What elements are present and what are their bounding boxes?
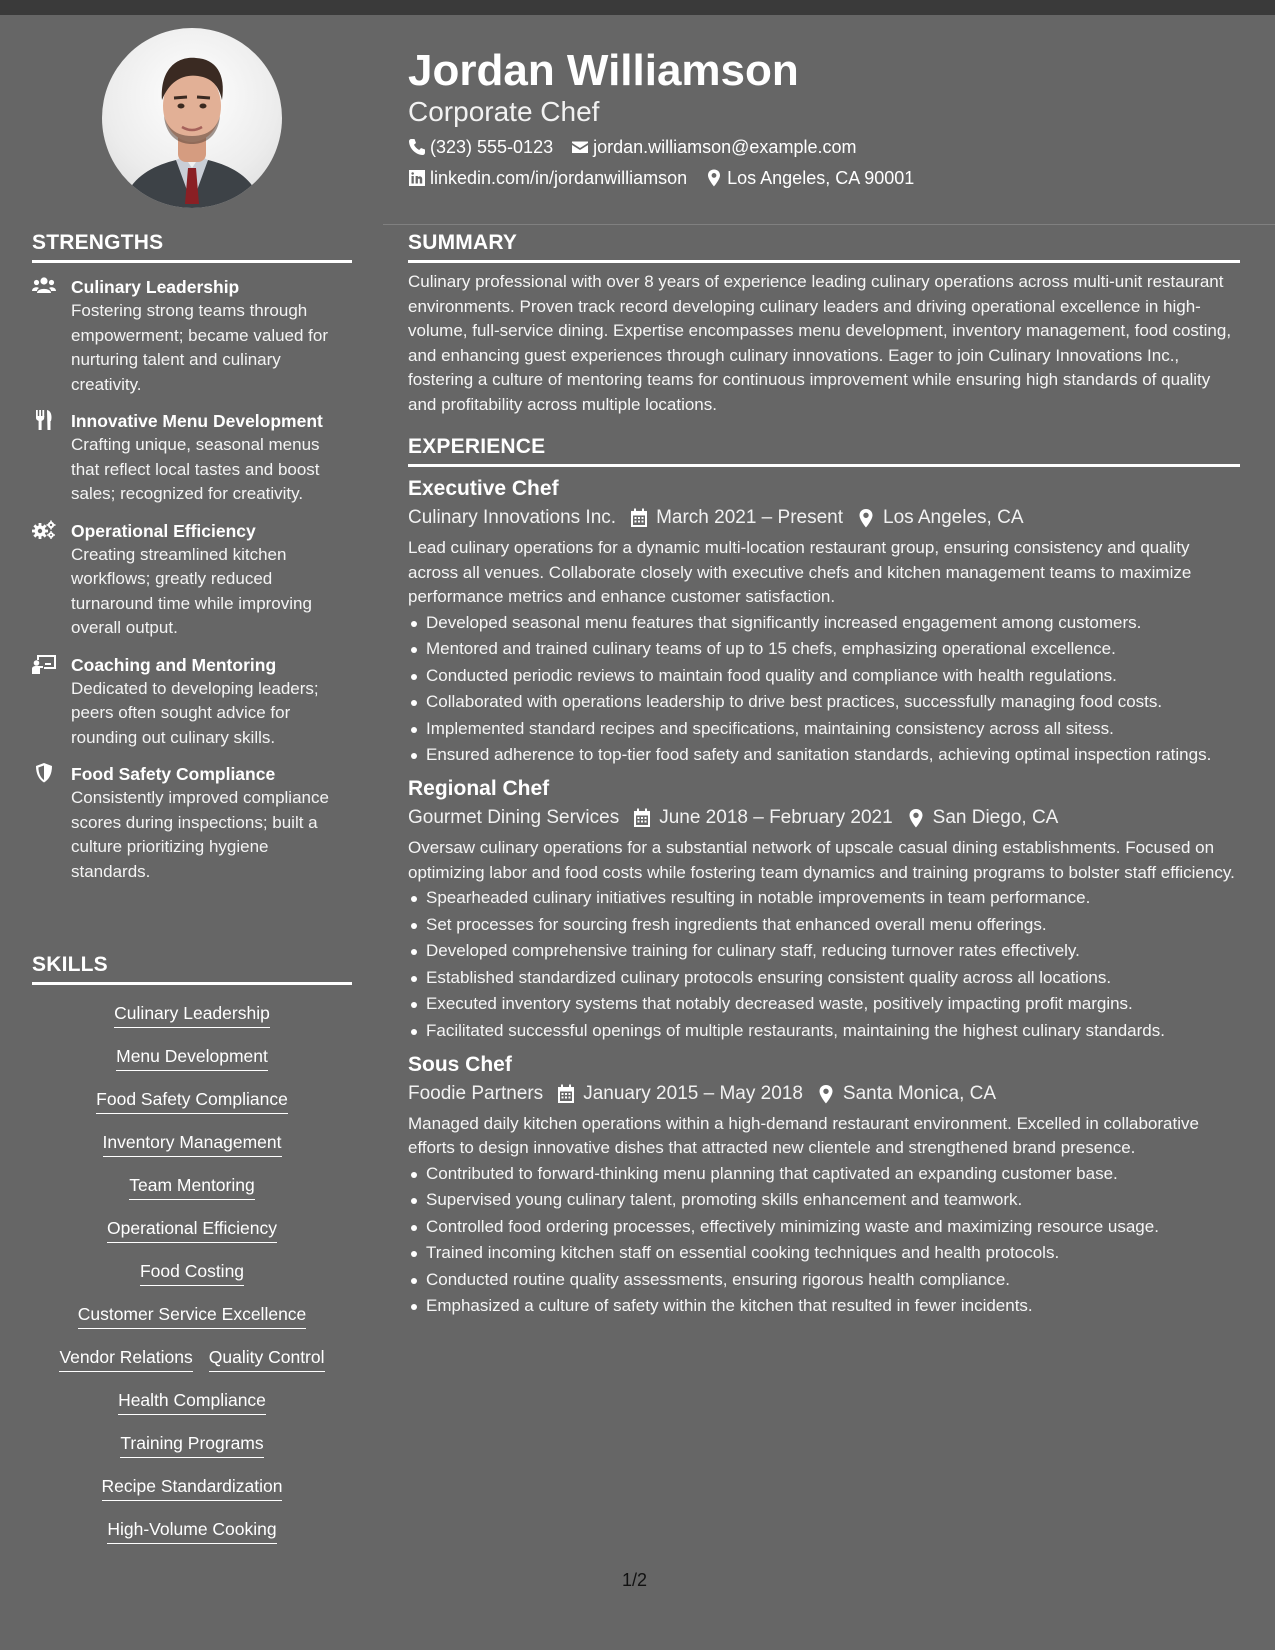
users-icon: [32, 276, 56, 298]
map-pin-icon: [705, 169, 723, 187]
contact-row-2: [408, 166, 932, 190]
calendar-icon: [630, 508, 648, 528]
strength-item: [32, 653, 352, 751]
job-company: Gourmet Dining Services: [408, 807, 620, 828]
job-location: Los Angeles, CA: [883, 507, 1024, 528]
skill-tag: Quality Control: [209, 1346, 325, 1372]
skill-tag: High-Volume Cooking: [107, 1518, 276, 1544]
skill-tag: Food Costing: [140, 1260, 244, 1286]
bullet-item: Controlled food ordering processes, effectively minimizing waste and maximizing resource usage.: [426, 1215, 1240, 1239]
job-company: Culinary Innovations Inc.: [408, 507, 617, 528]
job-title: Executive Chef: [408, 477, 559, 500]
candidate-title: Corporate Chef: [408, 96, 600, 127]
bullet-item: Collaborated with operations leadership to drive best practices, successfully managing food costs.: [426, 690, 1240, 714]
bullet-item: Contributed to forward-thinking menu planning that captivated an expanding customer base.: [426, 1162, 1240, 1186]
bullet-item: Implemented standard recipes and specifications, maintaining consistency across all sitess.: [426, 717, 1240, 741]
map-pin-icon: [857, 508, 875, 528]
chalkboard-teacher-icon: [32, 654, 56, 676]
bullet-item: Set processes for sourcing fresh ingredients that enhanced overall menu offerings.: [426, 913, 1240, 937]
strength-desc: Creating streamlined kitchen workflows; greatly reduced turnaround time while improving overall output.: [71, 544, 312, 637]
job-entry: [408, 1051, 1240, 1319]
top-bar: [0, 0, 1275, 15]
summary-text: Culinary professional with over 8 years of experience leading culinary operations across multi-unit restaurant environments. Proven track record developing culinary leaders and driving operational excellence in high-volume, full-service dining. Expertise encompasses menu development, inventory management, food costing, and enhancing guest experiences through culinary innovations. Eager to join Culinary Innovations Inc., fostering a culture of mentoring teams for continuous improvement while ensuring high standards of quality and profitability across multiple locations.: [408, 272, 1232, 414]
strength-item: [32, 275, 352, 397]
skill-tag: Team Mentoring: [129, 1174, 254, 1200]
job-meta: [408, 1079, 1240, 1109]
skill-tag: Vendor Relations: [59, 1346, 192, 1372]
skill-tag: Inventory Management: [103, 1131, 282, 1157]
bullet-item: Executed inventory systems that notably decreased waste, positively impacting profit margins.: [426, 992, 1240, 1016]
bullet-item: Established standardized culinary protocols ensuring consistent quality across all locations.: [426, 966, 1240, 990]
job-description: Lead culinary operations for a dynamic multi-location restaurant group, ensuring consistency and quality across all venues. Collaborate closely with executive chefs and kitchen management teams to maximize performance metrics and enhance customer satisfaction.: [408, 538, 1192, 606]
phone-icon: [408, 138, 426, 156]
strengths-section: [32, 230, 352, 884]
job-bullets: [408, 611, 1240, 768]
job-title: Sous Chef: [408, 1052, 512, 1076]
job-description: Managed daily kitchen operations within a high-demand restaurant environment. Excelled in collaborative efforts to design innovative dishes that attracted new clientele and strengthened brand presence.: [408, 1113, 1199, 1157]
bullet-item: Ensured adherence to top-tier food safety and sanitation standards, achieving optimal inspection ratings.: [426, 743, 1240, 767]
email-contact[interactable]: [571, 135, 856, 159]
linkedin-text[interactable]: linkedin.com/in/jordanwilliamson: [430, 168, 688, 188]
profile-photo-illustration: [102, 28, 282, 208]
bullet-item: Developed seasonal menu features that significantly increased engagement among customers.: [426, 611, 1240, 635]
skills-section: [32, 952, 352, 1554]
skill-tag: Health Compliance: [118, 1389, 266, 1415]
shield-icon: [32, 763, 56, 785]
strength-desc: Dedicated to developing leaders; peers often sought advice for rounding out culinary skills.: [71, 678, 319, 747]
skill-tag: Recipe Standardization: [102, 1475, 283, 1501]
job-dates: January 2015 – May 2018: [583, 1082, 803, 1104]
map-pin-icon: [817, 1084, 835, 1104]
strength-desc: Crafting unique, seasonal menus that reflect local tastes and boost sales; recognized for creativity.: [71, 435, 320, 503]
bullet-item: Developed comprehensive training for culinary staff, reducing turnover rates effectively.: [426, 939, 1240, 963]
phone-contact: [408, 135, 553, 159]
email-text[interactable]: jordan.williamson@example.com: [593, 137, 857, 157]
utensils-icon: [32, 410, 56, 432]
job-dates: March 2021 – Present: [656, 507, 844, 528]
location-text: Los Angeles, CA 90001: [727, 168, 915, 188]
job-meta: [408, 803, 1240, 833]
experience-title: EXPERIENCE: [408, 434, 1240, 467]
strength-title: Innovative Menu Development: [71, 411, 323, 431]
summary-section: [408, 230, 1240, 417]
bullet-item: Spearheaded culinary initiatives resulting in notable improvements in team performance.: [426, 886, 1240, 910]
job-company: Foodie Partners: [408, 1082, 544, 1104]
linkedin-contact[interactable]: [408, 166, 687, 190]
strength-desc: Fostering strong teams through empowerment; became valued for nurturing talent and culinary creativity.: [71, 301, 329, 394]
job-bullets: [408, 1162, 1240, 1319]
skills-title: SKILLS: [32, 952, 352, 985]
linkedin-icon: [408, 169, 426, 187]
job-entry: [408, 475, 1240, 767]
job-location: Santa Monica, CA: [842, 1082, 997, 1104]
job-entry: [408, 775, 1240, 1043]
summary-title: SUMMARY: [408, 230, 1240, 263]
strength-desc: Consistently improved compliance scores during inspections; built a culture prioritizing hygiene standards.: [71, 788, 329, 881]
skills-list: [32, 995, 352, 1554]
strengths-title: STRENGTHS: [32, 230, 352, 263]
skill-tag: Customer Service Excellence: [78, 1303, 307, 1329]
experience-section: [408, 434, 1240, 1321]
job-title: Regional Chef: [408, 777, 550, 800]
phone-text: (323) 555-0123: [430, 137, 554, 157]
strength-item: [32, 409, 352, 507]
skill-tag: Food Safety Compliance: [96, 1088, 288, 1114]
calendar-icon: [557, 1084, 575, 1104]
contact-row-1: [408, 135, 874, 159]
strength-title: Operational Efficiency: [71, 520, 256, 541]
map-pin-icon: [907, 808, 925, 828]
bullet-item: Emphasized a culture of safety within the kitchen that resulted in fewer incidents.: [426, 1294, 1240, 1318]
strength-title: Culinary Leadership: [71, 277, 240, 297]
skill-tag: Culinary Leadership: [114, 1002, 270, 1028]
job-dates: June 2018 – February 2021: [659, 807, 893, 828]
location-contact: [705, 166, 914, 190]
job-bullets: [408, 886, 1240, 1043]
strength-title: Food Safety Compliance: [71, 764, 276, 784]
bullet-item: Mentored and trained culinary teams of up to 15 chefs, emphasizing operational excellence.: [426, 637, 1240, 661]
bullet-item: Conducted routine quality assessments, ensuring rigorous health compliance.: [426, 1268, 1240, 1292]
skill-tag: Menu Development: [116, 1045, 268, 1071]
bullet-item: Conducted periodic reviews to maintain food quality and compliance with health regulations.: [426, 664, 1240, 688]
candidate-name: Jordan Williamson: [408, 46, 799, 95]
page-number: 1/2: [622, 1570, 648, 1590]
skill-tag: Operational Efficiency: [107, 1217, 277, 1243]
job-location: San Diego, CA: [932, 807, 1059, 828]
strength-item: [32, 762, 352, 884]
job-meta: [408, 503, 1240, 533]
profile-photo: [102, 28, 282, 208]
calendar-icon: [633, 808, 651, 828]
strength-item: [32, 519, 352, 641]
bullet-item: Trained incoming kitchen staff on essential cooking techniques and health protocols.: [426, 1241, 1240, 1265]
envelope-icon: [571, 138, 589, 156]
strength-title: Coaching and Mentoring: [71, 654, 277, 675]
cogs-icon: [32, 520, 56, 542]
skill-tag: Training Programs: [120, 1432, 263, 1458]
bullet-item: Facilitated successful openings of multiple restaurants, maintaining the highest culinary standards.: [426, 1019, 1240, 1043]
header-divider: [383, 224, 1275, 225]
bullet-item: Supervised young culinary talent, promoting skills enhancement and teamwork.: [426, 1188, 1240, 1212]
job-description: Oversaw culinary operations for a substantial network of upscale casual dining establishments. Focused on optimizing labor and food costs while fostering team dynamics and training programs to bolster staff efficiency.: [408, 838, 1235, 882]
